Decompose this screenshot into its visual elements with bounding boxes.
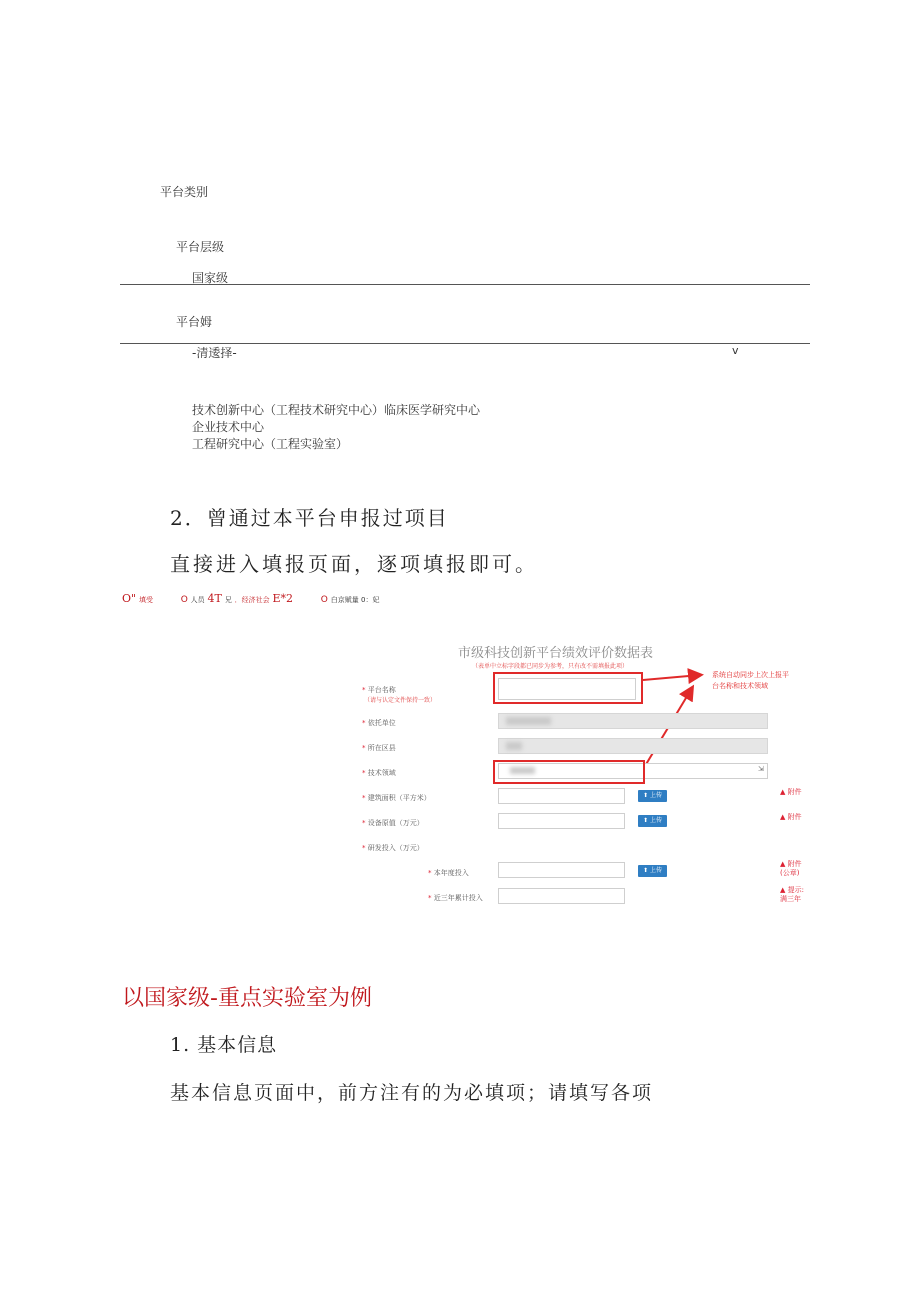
warning-text: ▲ 提示:满三年 [780, 886, 804, 903]
section1-body: 基本信息页面中，前方注有的为必填项；请填写各项 [170, 1082, 654, 1104]
highlight-box [493, 760, 645, 784]
field-label-equipment-value: * 设备原值（万元） [362, 819, 424, 827]
field-label-rd-input: * 研发投入（万元） [362, 844, 424, 852]
warning-text: ▲ 附件 [780, 813, 802, 821]
field-label-district: * 所在区县 [362, 744, 396, 752]
district-input[interactable] [498, 738, 768, 754]
redacted-text [506, 742, 522, 750]
option-item[interactable]: 工程研究中心（工程实验室） [192, 437, 349, 451]
equipment-value-input[interactable] [498, 813, 625, 829]
platform-level-value[interactable]: 国家级 [192, 271, 229, 285]
building-area-input[interactable] [498, 788, 625, 804]
legend-mark: O [180, 595, 188, 605]
option-item[interactable]: 企业技术中心 [192, 420, 265, 434]
warning-text: ▲ 附件 [780, 788, 802, 796]
screenshot-title: 市级科技创新平台绩效评价数据表 [458, 646, 654, 661]
section2-body: 直接进入填报页面，逐项填报即可。 [170, 552, 538, 576]
upload-button[interactable]: ⬆ 上传 [638, 790, 667, 802]
field-note: （请与认定文件保持一致） [364, 697, 437, 704]
legend-text: 人员 [190, 596, 205, 604]
select-placeholder: -清逶择- [192, 346, 237, 360]
divider [120, 284, 810, 285]
platform-type-label: 平台姆 [176, 315, 213, 329]
field-label-tech-field: * 技术领域 [362, 769, 396, 777]
legend-text: E*2 [272, 592, 294, 605]
highlight-box [493, 672, 643, 704]
legend-mark: O [320, 595, 328, 605]
screenshot-subtitle: （表单中立标字段都已同步为参考，只有改不需填报此项） [472, 663, 629, 670]
this-year-input[interactable] [498, 862, 625, 878]
chevron-down-icon[interactable]: ⇲ [758, 765, 764, 773]
field-label-three-years: * 近三年累计投入 [428, 894, 483, 902]
legend-text: 兄 [224, 596, 232, 604]
field-label-this-year: * 本年度投入 [428, 869, 469, 877]
callout-text: 系统自动同步上次上报平台名称和技术领域 [712, 671, 789, 690]
option-item[interactable]: 技术创新中心（工程技术研究中心）临床医学研究中心 [192, 403, 481, 417]
upload-button[interactable]: ⬆ 上传 [638, 815, 667, 827]
legend-text: ．经济社会 [234, 596, 270, 604]
platform-category-label: 平台类别 [160, 185, 209, 199]
legend-text: 4T [207, 592, 222, 605]
legend-text: 填受 [138, 596, 153, 604]
legend-line [122, 592, 379, 605]
redacted-text [506, 717, 551, 725]
field-label-platform-name: * 平台名称 [362, 686, 396, 694]
three-years-input[interactable] [498, 888, 625, 904]
legend-mark: O" [122, 592, 137, 605]
form-screenshot [340, 628, 810, 918]
field-label-building-area: * 建筑面积（平方米） [362, 794, 431, 802]
platform-select[interactable] [192, 344, 742, 361]
section2-heading: 2．曾通过本平台申报过项目 [170, 506, 449, 530]
legend-text: 白京赋量 0：妃 [330, 596, 380, 604]
example-heading: 以国家级-重点实验室为例 [122, 986, 372, 1011]
section1-heading: 1. 基本信息 [170, 1034, 278, 1056]
field-label-dependent-unit: * 依托单位 [362, 719, 396, 727]
warning-text: ▲ 附件(公章) [780, 860, 802, 877]
upload-button[interactable]: ⬆ 上传 [638, 865, 667, 877]
platform-level-label: 平台层级 [176, 240, 225, 254]
chevron-down-icon[interactable]: v [732, 344, 739, 357]
